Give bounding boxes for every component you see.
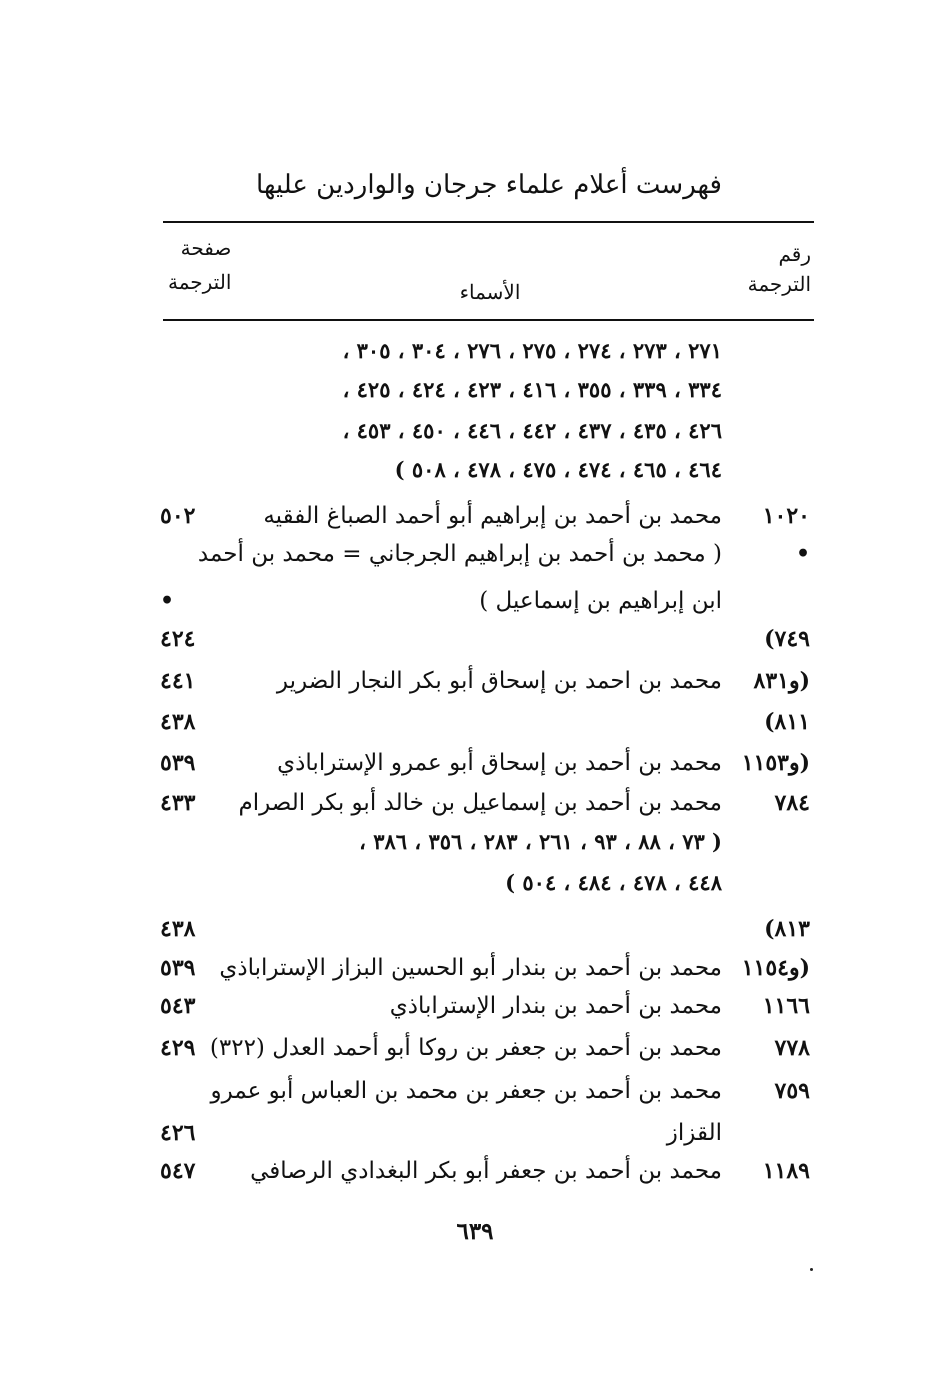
entry-number: ١١٦٦ <box>762 993 810 1019</box>
column-header-page-line2: الترجمة <box>168 270 232 294</box>
index-row <box>160 1035 810 1075</box>
index-row <box>160 1120 810 1160</box>
entry-name: القزاز <box>666 1120 722 1146</box>
index-row <box>160 709 810 749</box>
entry-number: ٧٤٩) <box>764 626 810 652</box>
index-row <box>160 790 810 830</box>
index-row <box>160 993 810 1033</box>
entry-page: ٤٢٤ <box>160 626 196 652</box>
entry-number: (و١١٥٣ <box>741 750 810 776</box>
column-header-number-line2: الترجمة <box>747 272 811 296</box>
index-row <box>160 377 810 417</box>
entry-references: ٢٧١ ، ٢٧٣ ، ٢٧٤ ، ٢٧٥ ، ٢٧٦ ، ٣٠٤ ، ٣٠٥ ، <box>342 338 722 363</box>
entry-page: ٥٤٣ <box>160 993 196 1019</box>
paper-speck <box>810 1268 813 1271</box>
column-header-number <box>748 242 811 296</box>
entry-page: ٤٣٨ <box>160 916 196 942</box>
index-row <box>160 418 810 458</box>
entry-page: ٤٢٩ <box>160 1035 196 1061</box>
index-row <box>160 668 810 708</box>
entry-references: ( ٧٣ ، ٨٨ ، ٩٣ ، ٢٦١ ، ٢٨٣ ، ٣٥٦ ، ٣٨٦ ، <box>359 829 722 854</box>
entry-number: ٧٥٩ <box>774 1078 810 1104</box>
index-row <box>160 829 810 869</box>
entry-number: ٧٨٤ <box>774 790 810 816</box>
page-number: ٦٣٩ <box>456 1218 494 1245</box>
index-row <box>160 955 810 995</box>
entry-name: محمد بن أحمد بن بندار أبو الحسين البزاز الإستراباذي <box>219 955 722 981</box>
entry-name: محمد بن أحمد بن بندار الإستراباذي <box>389 993 722 1019</box>
entry-page: ٥٣٩ <box>160 750 196 776</box>
column-header-number-line1: رقم <box>778 242 811 266</box>
index-row <box>160 1158 810 1198</box>
entry-references: ٤٦٤ ، ٤٦٥ ، ٤٧٤ ، ٤٧٥ ، ٤٧٨ ، ٥٠٨ ) <box>394 457 722 482</box>
index-row <box>160 503 810 543</box>
entry-name: محمد بن أحمد بن إسحاق أبو عمرو الإستراباذي <box>277 750 722 776</box>
header-top-rule <box>163 221 814 223</box>
entry-number: ٨١١) <box>764 709 810 735</box>
entry-references: ٣٣٤ ، ٣٣٩ ، ٣٥٥ ، ٤١٦ ، ٤٢٣ ، ٤٢٤ ، ٤٢٥ ، <box>342 377 722 402</box>
index-row <box>160 626 810 666</box>
entry-page: ٥٤٧ <box>160 1158 196 1184</box>
entry-page: ٤٣٨ <box>160 709 196 735</box>
entry-name: محمد بن أحمد بن جعفر أبو بكر البغدادي الرصافي <box>250 1158 722 1184</box>
entry-references: ٤٤٨ ، ٤٧٨ ، ٤٨٤ ، ٥٠٤ ) <box>505 870 722 895</box>
entry-number: (و٨٣١ <box>753 668 810 694</box>
index-row <box>160 338 810 378</box>
header-bottom-rule <box>163 319 814 321</box>
entry-references: ٤٢٦ ، ٤٣٥ ، ٤٣٧ ، ٤٤٢ ، ٤٤٦ ، ٤٥٠ ، ٤٥٣ ، <box>342 418 722 443</box>
entry-name: ( محمد بن أحمد بن إبراهيم الجرجاني = محمد بن أحمد <box>197 541 722 567</box>
entry-number: ٨١٣) <box>764 916 810 942</box>
entry-number: ١٠٢٠ <box>762 503 810 529</box>
entry-name: محمد بن أحمد بن إبراهيم أبو أحمد الصباغ الفقيه <box>263 503 722 529</box>
entry-page: ٤٤١ <box>160 668 196 694</box>
entry-number: (و١١٥٤ <box>741 955 810 981</box>
column-header-page <box>168 236 231 294</box>
entry-page: ٥٣٩ <box>160 955 196 981</box>
index-row <box>160 916 810 956</box>
entry-name: ابن إبراهيم بن إسماعيل ) <box>479 588 722 614</box>
entry-page: ٤٣٣ <box>160 790 196 816</box>
entry-number: • <box>795 541 810 567</box>
index-row <box>160 457 810 497</box>
entry-number: ١١٨٩ <box>762 1158 810 1184</box>
column-header-page-line1: صفحة <box>180 236 232 260</box>
index-row <box>160 1078 810 1118</box>
index-row <box>160 750 810 790</box>
entry-name: محمد بن أحمد بن إسماعيل بن خالد أبو بكر الصرام <box>238 790 722 816</box>
entry-name: محمد بن أحمد بن جعفر بن محمد بن العباس أبو عمرو <box>210 1078 722 1104</box>
entry-page: • <box>160 588 175 614</box>
entry-name: محمد بن أحمد بن جعفر بن روكا أبو أحمد العدل (٣٢٢) <box>209 1035 722 1061</box>
page-title: فهرست أعلام علماء جرجان والواردين عليها <box>256 170 722 200</box>
index-row <box>160 541 810 581</box>
entry-name: محمد بن احمد بن إسحاق أبو بكر النجار الضرير <box>276 668 722 694</box>
entry-number: ٧٧٨ <box>774 1035 810 1061</box>
column-header-names: الأسماء <box>459 280 521 304</box>
entry-page: ٥٠٢ <box>160 503 196 529</box>
index-row <box>160 870 810 910</box>
entry-page: ٤٢٦ <box>160 1120 196 1146</box>
index-row <box>160 588 810 628</box>
